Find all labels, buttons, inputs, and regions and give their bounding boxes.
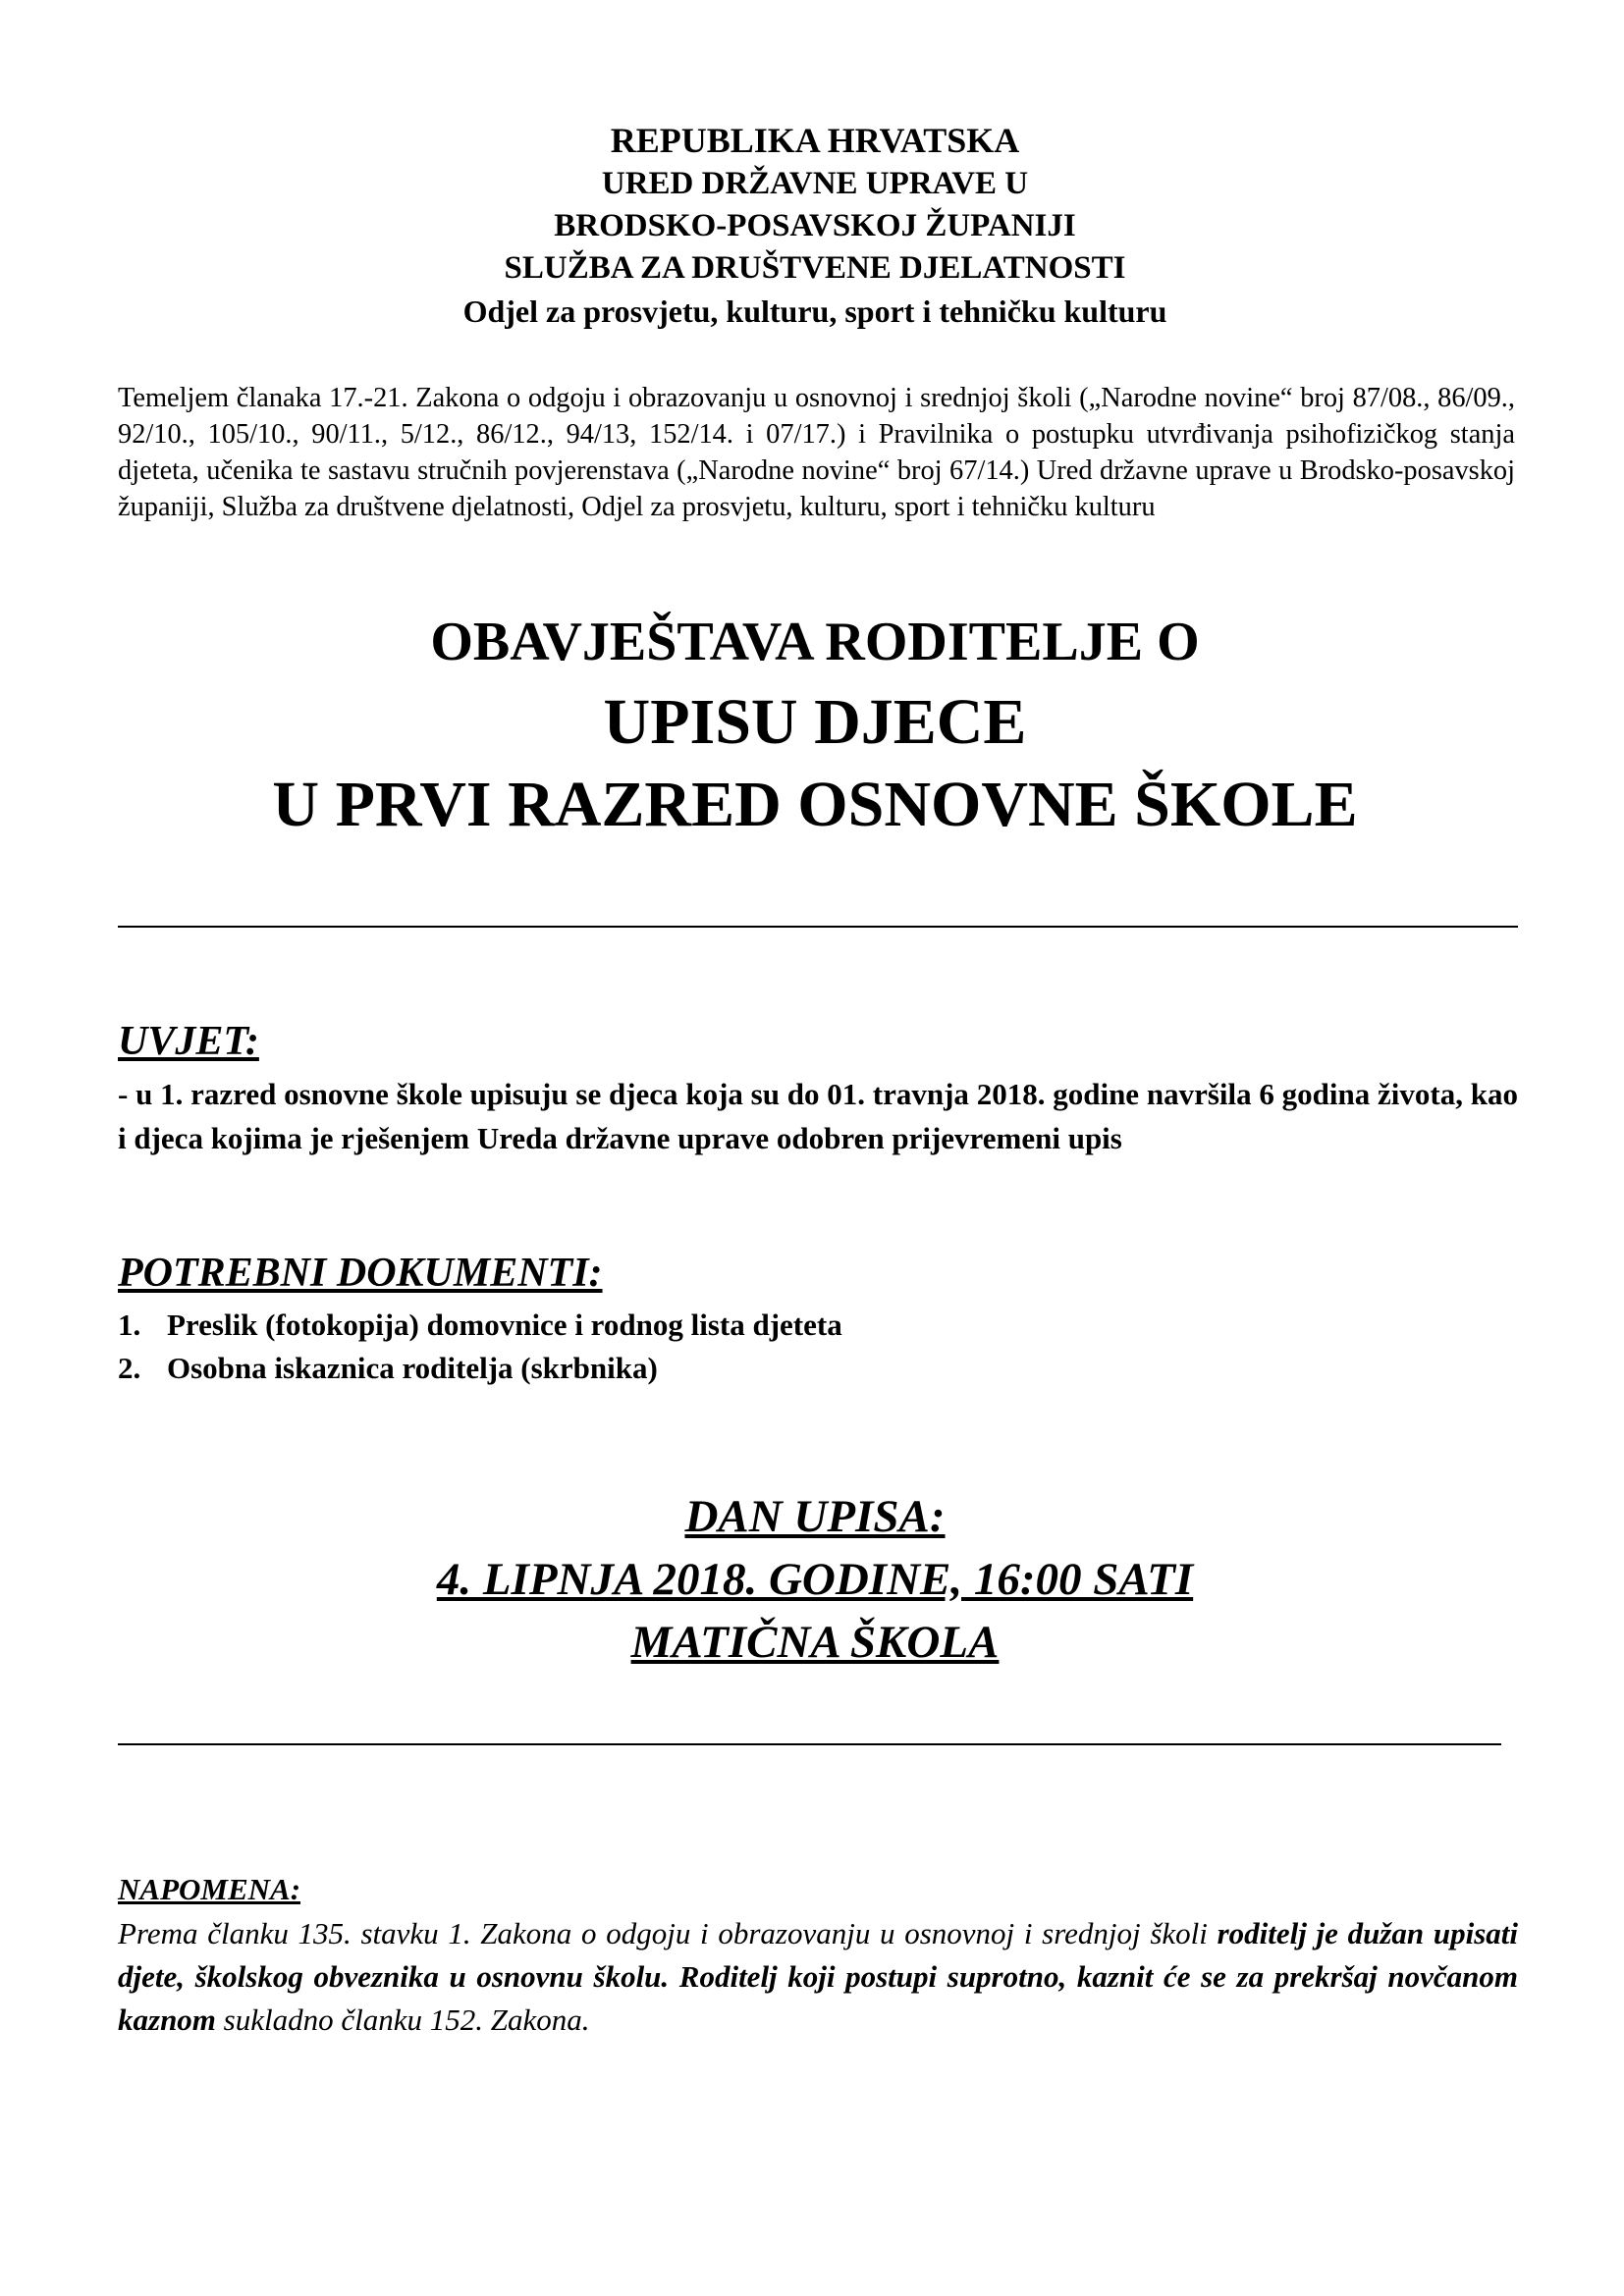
divider-bottom	[118, 1743, 1501, 1745]
header-county: BRODSKO-POSAVSKOJ ŽUPANIJI	[554, 208, 1076, 243]
header-office: URED DRŽAVNE UPRAVE U	[601, 166, 1029, 201]
note-text-intro: Prema članku 135. stavku 1. Zakona o odgoju i obrazovanju u osnovnoj i srednjoj školi	[118, 1916, 1218, 1950]
note-text-end: sukladno članku 152. Zakona.	[215, 2002, 590, 2037]
document-header	[118, 118, 1512, 333]
uvjet-heading: UVJET:	[118, 1019, 259, 1064]
uvjet-text: - u 1. razred osnovne škole upisuju se djeca koja su do 01. travnja 2018. godine navršila 6 godina života, kao i djeca kojima je rješenjem Ureda državne uprave odobren prijevremeni upis	[118, 1077, 1518, 1155]
headline-line-1: OBAVJEŠTAVA RODITELJE O	[430, 612, 1200, 672]
enrollment-date-block	[118, 1485, 1512, 1674]
documents-list	[118, 1304, 1518, 1390]
note-paragraph	[118, 1912, 1518, 2042]
note-heading: NAPOMENA:	[118, 1872, 301, 1906]
enrollment-day-label: DAN UPISA:	[684, 1491, 946, 1542]
intro-paragraph: Temeljem članaka 17.-21. Zakona o odgoju i obrazovanju u osnovnoj i srednjoj školi („Narodne novine“ broj 87/08., 86/09., 92/10., 105/10., 90/11., 5/12., 86/12., 94/13, 152/14. i 07/17.) i Pravilnika o postupku utvrđivanja psihofizičkog stanja djeteta, učenika te sastavu stručnih povjerenstava („Narodne novine“ broj 67/14.) Ured državne uprave u Brodsko-posavskoj županiji, Služba za društvene djelatnosti, Odjel za prosvjetu, kulturu, sport i tehničku kulturu	[118, 383, 1515, 522]
header-service: SLUŽBA ZA DRUŠTVENE DJELATNOSTI	[504, 250, 1126, 286]
announcement-headline	[118, 609, 1512, 846]
header-country: REPUBLIKA HRVATSKA	[610, 121, 1020, 160]
enrollment-date-time: 4. LIPNJA 2018. GODINE, 16:00 SATI	[436, 1554, 1194, 1605]
list-item-text: Preslik (fotokopija) domovnice i rodnog lista djeteta	[167, 1308, 842, 1342]
note-text-emphasis: roditelj je dužan upisati djete, školskog obveznika u osnovnu školu. Roditelj koji postupi suprotno, kaznit će se za prekršaj novčanom kaznom	[118, 1916, 1519, 2037]
headline-line-2: UPISU DJECE	[603, 686, 1027, 758]
enrollment-location: MATIČNA ŠKOLA	[630, 1617, 1000, 1668]
list-item-text: Osobna iskaznica roditelja (skrbnika)	[167, 1351, 658, 1385]
divider-top	[118, 926, 1518, 928]
list-item	[118, 1347, 1518, 1390]
documents-heading: POTREBNI DOKUMENTI:	[118, 1251, 603, 1296]
header-department: Odjel za prosvjetu, kulturu, sport i tehničku kulturu	[462, 294, 1167, 329]
headline-line-3: U PRVI RAZRED OSNOVNE ŠKOLE	[272, 769, 1358, 840]
list-item-number: 2.	[118, 1351, 141, 1385]
list-item-number: 1.	[118, 1308, 141, 1342]
list-item	[118, 1304, 1518, 1347]
